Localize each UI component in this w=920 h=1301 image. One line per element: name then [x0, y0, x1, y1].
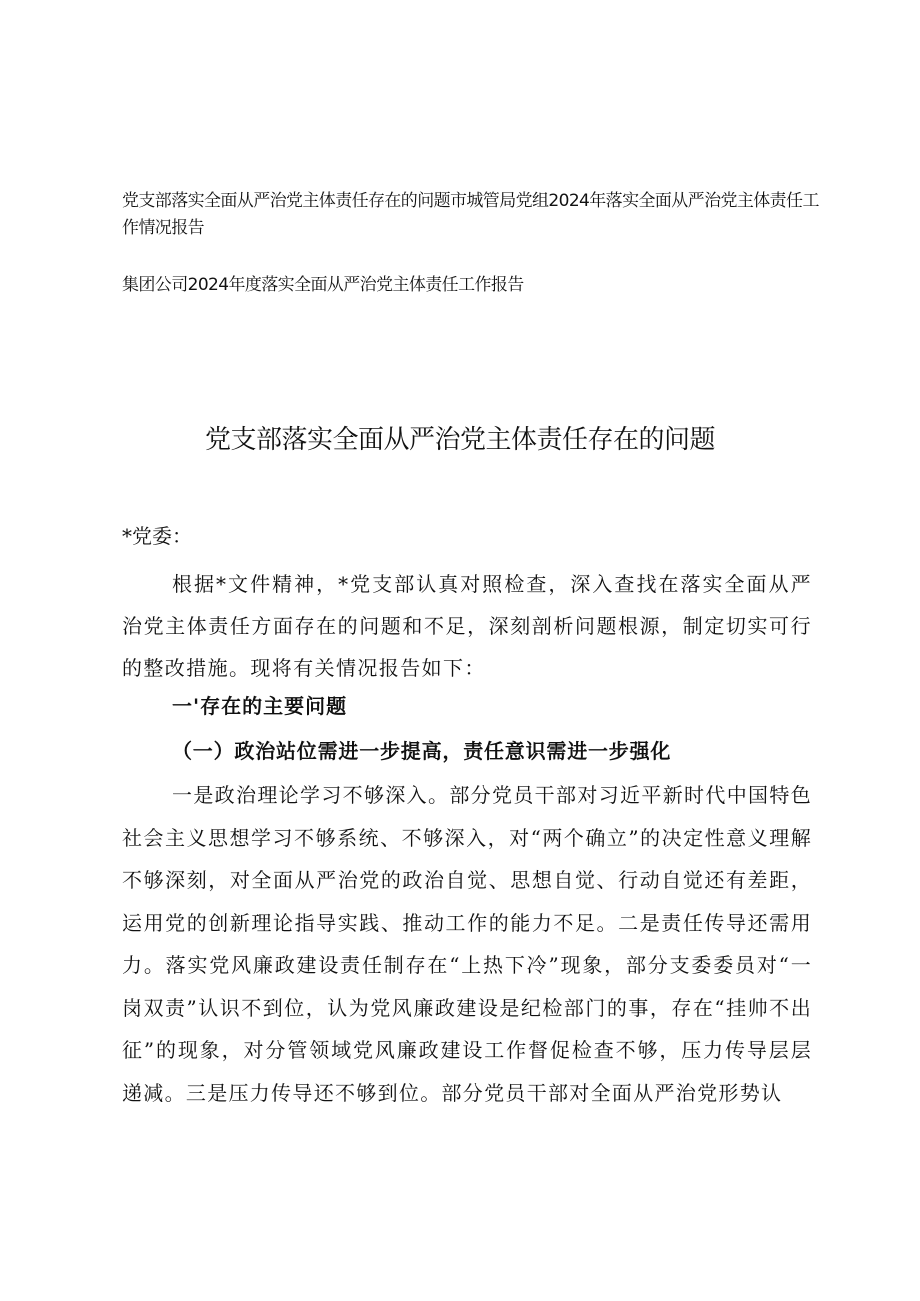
subsection-heading: （一）政治站位需进一步提高，责任意识需进一步强化 — [172, 739, 672, 763]
intro-paragraph: 根据*文件精神，*党支部认真对照检查，深入查找在落实全面从严治党主体责任方面存在的问题和不足，深刻剖析问题根源，制定切实可行的整改措施。现将有关情况报告如下： — [122, 572, 812, 680]
body-paragraph: 一是政治理论学习不够深入。部分党员干部对习近平新时代中国特色社会主义思想学习不够系统、不够深入，对“两个确立”的决定性意义理解不够深刻，对全面从严治党的政治自觉、思想自觉、行动自觉还有差距，运用党的创新理论指导实践、推动工作的能力不足。二是责任传导还需用力。落实党风廉政建设责任制存在“上热下冷”现象，部分支委委员对“一岗双责”认识不到位，认为党风廉政建设是纪检部门的事，存在“挂帅不出征”的现象，对分管领域党风廉政建设工作督促检查不够，压力传导层层递减。三是压力传导还不够到位。部分党员干部对全面从严治党形势认 — [122, 783, 812, 1105]
related-title-1: 党支部落实全面从严治党主体责任存在的问题市城管局党组2024年落实全面从严治党主体责任工作情况报告 — [122, 191, 819, 238]
salutation: *党委： — [122, 524, 192, 548]
related-title-2: 集团公司2024年度落实全面从严治党主体责任工作报告 — [122, 275, 524, 295]
page-title: 党支部落实全面从严治党主体责任存在的问题 — [204, 425, 715, 455]
section-heading: 一'存在的主要问题 — [172, 694, 348, 718]
